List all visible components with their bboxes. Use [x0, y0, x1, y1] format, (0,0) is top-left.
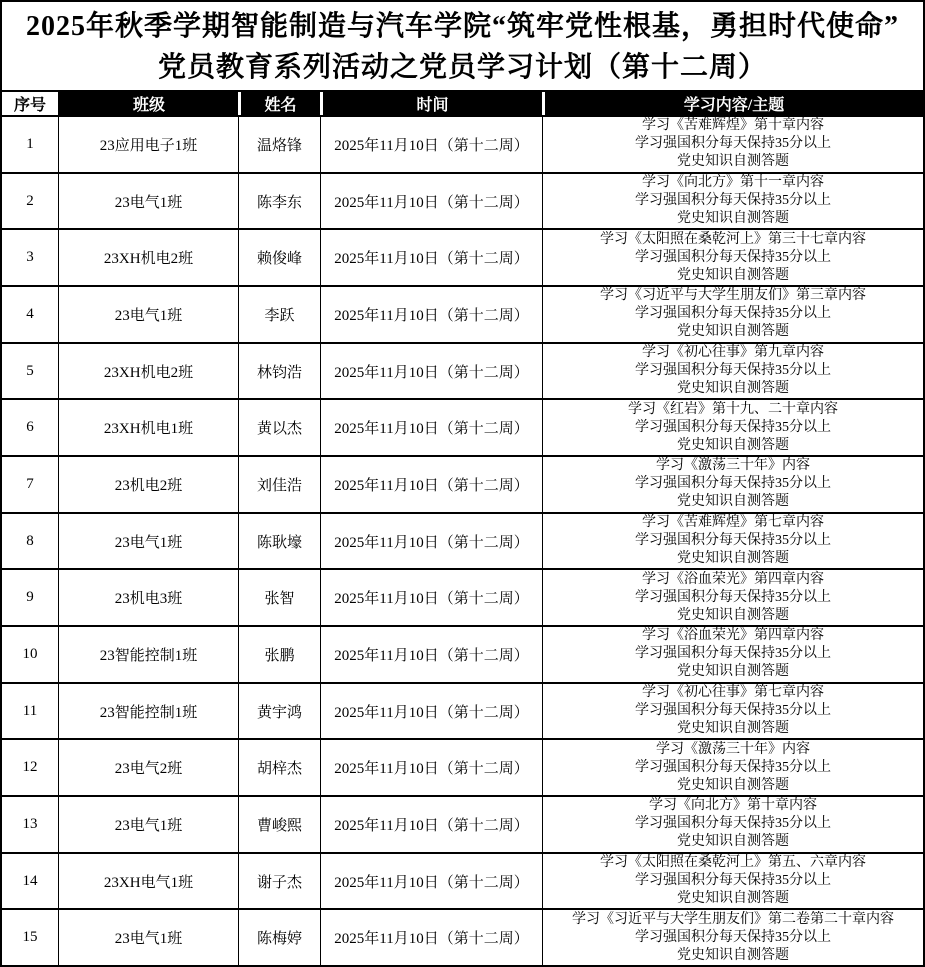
cell-name: 赖俊峰	[238, 230, 320, 285]
cell-no: 1	[26, 135, 34, 152]
cell-no: 7	[26, 475, 34, 492]
content-line: 学习强国积分每天保持35分以上	[635, 929, 831, 945]
cell-name: 刘佳浩	[238, 457, 320, 512]
content-line: 党史知识自测答题	[677, 891, 789, 907]
content-line: 党史知识自测答题	[677, 381, 789, 397]
cell-content	[542, 740, 923, 795]
cell-name: 曹峻熙	[238, 797, 320, 852]
content-line: 党史知识自测答题	[677, 721, 789, 737]
content-line: 学习《向北方》第十章内容	[649, 798, 817, 814]
table-row	[2, 625, 923, 682]
content-line: 学习《初心往事》第九章内容	[642, 345, 824, 361]
content-line: 学习强国积分每天保持35分以上	[635, 193, 831, 208]
cell-name: 黄以杰	[238, 400, 320, 455]
content-line: 党史知识自测答题	[677, 834, 789, 850]
cell-content	[542, 797, 923, 852]
table-row	[2, 512, 923, 569]
cell-name: 黄宇鸿	[238, 684, 320, 739]
content-line: 学习《激荡三十年》内容	[656, 741, 810, 757]
content-line: 学习强国积分每天保持35分以上	[635, 589, 831, 605]
table-row	[2, 285, 923, 342]
cell-class: 23机电2班	[58, 457, 238, 512]
content-line: 党史知识自测答题	[677, 211, 789, 226]
content-line: 学习强国积分每天保持35分以上	[635, 476, 831, 492]
header-cell-content: 学习内容/主题	[542, 92, 923, 115]
cell-content	[542, 230, 923, 285]
cell-name: 温烙锋	[238, 117, 320, 172]
table-row	[2, 228, 923, 285]
cell-no: 10	[22, 645, 38, 662]
cell-time: 2025年11月10日（第十二周）	[320, 400, 542, 455]
table-row	[2, 115, 923, 172]
table-row	[2, 398, 923, 455]
cell-content	[542, 400, 923, 455]
content-line: 学习《习近平与大学生朋友们》第三章内容	[600, 288, 866, 304]
cell-class: 23XH机电2班	[58, 230, 238, 285]
cell-time: 2025年11月10日（第十二周）	[320, 910, 542, 965]
cell-time: 2025年11月10日（第十二周）	[320, 854, 542, 909]
cell-class: 23机电3班	[58, 570, 238, 625]
cell-time: 2025年11月10日（第十二周）	[320, 230, 542, 285]
content-line: 党史知识自测答题	[677, 947, 789, 963]
header-cell-name: 姓名	[238, 92, 320, 115]
cell-name: 陈梅婷	[238, 910, 320, 965]
cell-class: 23电气1班	[58, 910, 238, 965]
page-title	[2, 2, 923, 90]
content-line: 学习《红岩》第十九、二十章内容	[628, 401, 838, 417]
content-line: 学习《苦难辉煌》第十章内容	[642, 118, 824, 134]
content-line: 学习强国积分每天保持35分以上	[635, 816, 831, 832]
page-title-line-2: 党员教育系列活动之党员学习计划（第十二周）	[157, 52, 767, 83]
content-line: 党史知识自测答题	[677, 494, 789, 510]
cell-content	[542, 910, 923, 965]
cell-content	[542, 287, 923, 342]
header-cell-class: 班级	[58, 92, 238, 115]
content-line: 学习《太阳照在桑乾河上》第三十七章内容	[600, 231, 866, 247]
content-line: 学习《向北方》第十一章内容	[642, 175, 824, 190]
table-row	[2, 795, 923, 852]
content-line: 学习强国积分每天保持35分以上	[635, 703, 831, 719]
cell-time: 2025年11月10日（第十二周）	[320, 457, 542, 512]
cell-class: 23智能控制1班	[58, 627, 238, 682]
header-cell-time: 时间	[320, 92, 542, 115]
content-line: 学习强国积分每天保持35分以上	[635, 306, 831, 322]
content-line: 党史知识自测答题	[677, 551, 789, 567]
content-line: 学习《浴血荣光》第四章内容	[642, 571, 824, 587]
cell-no: 8	[26, 532, 34, 549]
cell-class: 23电气2班	[58, 740, 238, 795]
cell-content	[542, 117, 923, 172]
cell-class: 23电气1班	[58, 514, 238, 569]
content-line: 党史知识自测答题	[677, 607, 789, 623]
content-line: 党史知识自测答题	[677, 437, 789, 453]
cell-no: 2	[26, 192, 34, 209]
cell-no: 5	[26, 362, 34, 379]
cell-no: 15	[22, 929, 38, 946]
cell-time: 2025年11月10日（第十二周）	[320, 344, 542, 399]
content-line: 党史知识自测答题	[677, 324, 789, 340]
content-line: 学习《初心往事》第七章内容	[642, 685, 824, 701]
cell-name: 谢子杰	[238, 854, 320, 909]
cell-no: 6	[26, 419, 34, 436]
cell-name: 陈李东	[238, 174, 320, 229]
cell-class: 23XH电气1班	[58, 854, 238, 909]
cell-name: 胡梓杰	[238, 740, 320, 795]
table-body	[2, 115, 923, 965]
table-row	[2, 852, 923, 909]
cell-class: 23XH机电2班	[58, 344, 238, 399]
table-row	[2, 455, 923, 512]
content-line: 学习强国积分每天保持35分以上	[635, 419, 831, 435]
content-line: 学习强国积分每天保持35分以上	[635, 533, 831, 549]
content-line: 学习强国积分每天保持35分以上	[635, 136, 831, 152]
cell-no: 11	[22, 702, 38, 719]
cell-no: 14	[22, 872, 38, 889]
cell-time: 2025年11月10日（第十二周）	[320, 174, 542, 229]
content-line: 学习强国积分每天保持35分以上	[635, 646, 831, 662]
cell-content	[542, 174, 923, 229]
table-row	[2, 738, 923, 795]
content-line: 学习强国积分每天保持35分以上	[635, 759, 831, 775]
cell-time: 2025年11月10日（第十二周）	[320, 627, 542, 682]
table-row	[2, 682, 923, 739]
cell-no: 4	[26, 305, 34, 322]
content-line: 党史知识自测答题	[677, 154, 789, 170]
cell-no: 3	[26, 249, 34, 266]
cell-time: 2025年11月10日（第十二周）	[320, 514, 542, 569]
table-row	[2, 568, 923, 625]
cell-class: 23电气1班	[58, 287, 238, 342]
content-line: 党史知识自测答题	[677, 267, 789, 283]
cell-content	[542, 854, 923, 909]
content-line: 学习强国积分每天保持35分以上	[635, 249, 831, 265]
cell-name: 林钧浩	[238, 344, 320, 399]
content-line: 学习强国积分每天保持35分以上	[635, 873, 831, 889]
header-cell-no: 序号	[2, 92, 58, 115]
cell-class: 23XH机电1班	[58, 400, 238, 455]
cell-content	[542, 457, 923, 512]
table-row	[2, 172, 923, 229]
content-line: 学习《激荡三十年》内容	[656, 458, 810, 474]
cell-content	[542, 514, 923, 569]
content-line: 学习《习近平与大学生朋友们》第二卷第二十章内容	[572, 911, 894, 927]
content-line: 党史知识自测答题	[677, 777, 789, 793]
cell-time: 2025年11月10日（第十二周）	[320, 797, 542, 852]
content-line: 学习强国积分每天保持35分以上	[635, 363, 831, 379]
cell-class: 23智能控制1班	[58, 684, 238, 739]
cell-no: 9	[26, 589, 34, 606]
cell-time: 2025年11月10日（第十二周）	[320, 740, 542, 795]
cell-name: 李跃	[238, 287, 320, 342]
cell-content	[542, 570, 923, 625]
table-header	[2, 90, 923, 115]
cell-time: 2025年11月10日（第十二周）	[320, 287, 542, 342]
cell-class: 23电气1班	[58, 174, 238, 229]
cell-time: 2025年11月10日（第十二周）	[320, 570, 542, 625]
cell-no: 13	[22, 815, 38, 832]
content-line: 学习《浴血荣光》第四章内容	[642, 628, 824, 644]
cell-time: 2025年11月10日（第十二周）	[320, 117, 542, 172]
content-line: 党史知识自测答题	[677, 664, 789, 680]
cell-time: 2025年11月10日（第十二周）	[320, 684, 542, 739]
cell-content	[542, 627, 923, 682]
content-line: 学习《苦难辉煌》第七章内容	[642, 515, 824, 531]
table-row	[2, 908, 923, 965]
cell-class: 23应用电子1班	[58, 117, 238, 172]
cell-name: 张鹏	[238, 627, 320, 682]
table-row	[2, 342, 923, 399]
content-line: 学习《太阳照在桑乾河上》第五、六章内容	[600, 855, 866, 871]
cell-content	[542, 344, 923, 399]
cell-no: 12	[22, 759, 38, 776]
cell-class: 23电气1班	[58, 797, 238, 852]
cell-name: 张智	[238, 570, 320, 625]
cell-name: 陈耿壕	[238, 514, 320, 569]
cell-content	[542, 684, 923, 739]
page-title-line-1: 2025年秋季学期智能制造与汽车学院“筑牢党性根基，勇担时代使命”	[25, 11, 899, 42]
